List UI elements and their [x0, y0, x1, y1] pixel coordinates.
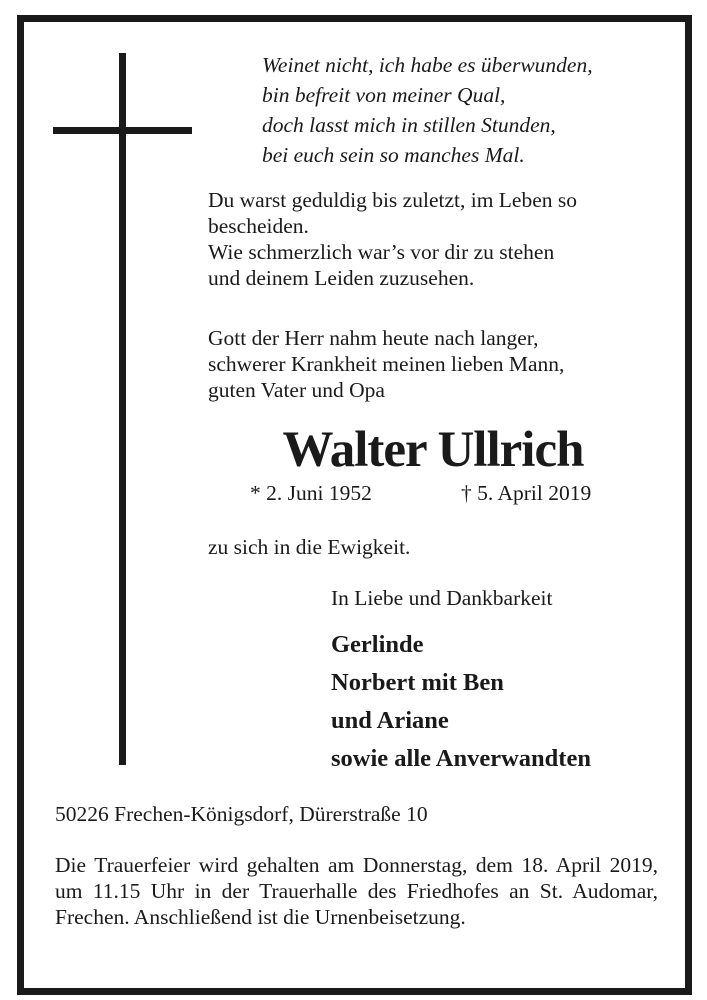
signer-name: sowie alle Anverwandten	[331, 745, 591, 772]
gratitude-line: In Liebe und Dankbarkeit	[331, 586, 553, 610]
tribute-line: bescheiden.	[208, 214, 309, 238]
announcement-paragraph	[208, 325, 658, 403]
address-line: 50226 Frechen-Königsdorf, Dürerstraße 10	[55, 802, 428, 826]
announcement-line: guten Vater und Opa	[208, 378, 385, 402]
tribute-line: Du warst geduldig bis zuletzt, im Leben so	[208, 188, 578, 212]
tribute-paragraph	[208, 187, 658, 291]
deceased-name: Walter Ullrich	[282, 422, 584, 478]
poem-line: doch lasst mich in stillen Stunden,	[262, 113, 556, 137]
poem-line: bin befreit von meiner Qual,	[262, 83, 506, 107]
funeral-info: Die Trauerfeier wird gehalten am Donnerstag, dem 18. April 2019, um 11.15 Uhr in der Trauerhalle des Friedhofes an St. Audomar, Frechen. Anschließend ist die Urnenbeisetzung.	[55, 853, 658, 929]
signers-list	[331, 626, 591, 778]
poem-line: Weinet nicht, ich habe es überwunden,	[262, 53, 593, 77]
announcement-line: Gott der Herr nahm heute nach langer,	[208, 326, 539, 350]
poem-line: bei euch sein so manches Mal.	[262, 143, 525, 167]
birth-date: * 2. Juni 1952	[250, 481, 372, 505]
cross-horizontal-bar	[53, 127, 192, 134]
signer-name: Gerlinde	[331, 631, 424, 658]
cross-vertical-bar	[119, 53, 126, 765]
tribute-line: und deinem Leiden zuzusehen.	[208, 266, 475, 290]
signer-name: und Ariane	[331, 707, 449, 734]
signer-name: Norbert mit Ben	[331, 669, 504, 696]
tribute-line: Wie schmerzlich war’s vor dir zu stehen	[208, 240, 555, 264]
poem	[262, 50, 682, 170]
eternity-line: zu sich in die Ewigkeit.	[208, 535, 411, 559]
death-date: † 5. April 2019	[461, 481, 592, 505]
announcement-line: schwerer Krankheit meinen lieben Mann,	[208, 352, 565, 376]
